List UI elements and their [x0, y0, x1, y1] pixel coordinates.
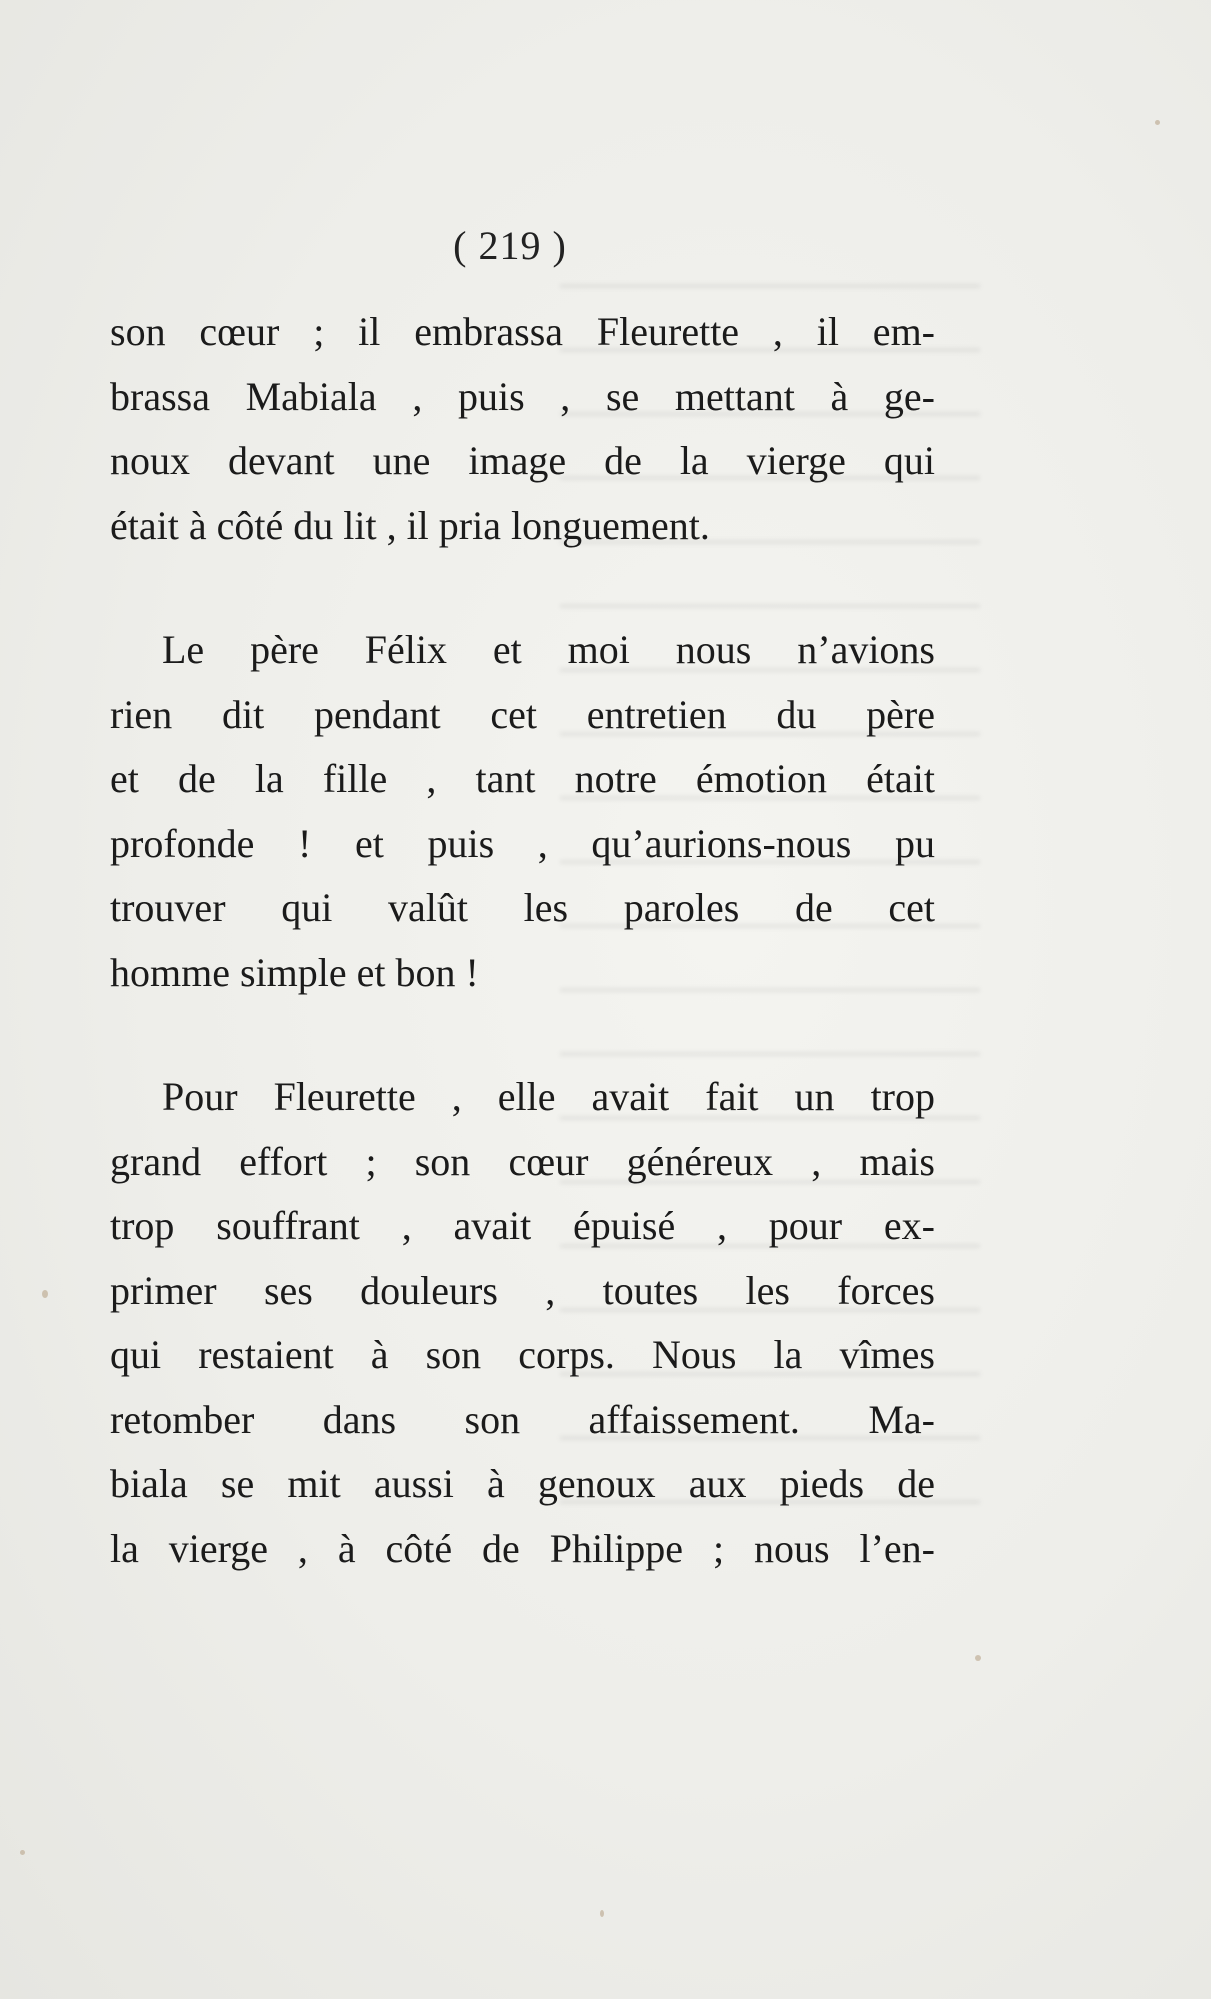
body-text [110, 300, 935, 1581]
text-line: primer ses douleurs , toutes les forces [110, 1267, 935, 1313]
text-line: son cœur ; il embrassa Fleurette , il em- [110, 309, 935, 354]
paragraph [110, 1065, 935, 1581]
text-line: homme simple et bon ! [110, 949, 479, 995]
text-line: profonde ! et puis , qu’aurions-nous pu [110, 820, 935, 866]
text-line: était à côté du lit , il pria longuement. [110, 502, 710, 548]
paragraph [110, 300, 935, 558]
text-line: retomber dans son affaissement. Ma- [110, 1396, 935, 1442]
paper-speck [1155, 120, 1160, 125]
paragraph-gap [110, 1005, 935, 1065]
text-line: Le père Félix et moi nous n’avions [162, 627, 935, 672]
text-line: biala se mit aussi à genoux aux pieds de [110, 1461, 935, 1506]
text-line: brassa Mabiala , puis , se mettant à ge- [110, 373, 935, 419]
text-line: trouver qui valût les paroles de cet [110, 885, 935, 930]
text-line: Pour Fleurette , elle avait fait un trop [162, 1074, 935, 1119]
paragraph-gap [110, 558, 935, 618]
text-line: noux devant une image de la vierge qui [110, 438, 935, 483]
text-line: la vierge , à côté de Philippe ; nous l’en- [110, 1525, 935, 1571]
text-line: et de la fille , tant notre émotion était [110, 756, 935, 801]
paper-speck [20, 1850, 25, 1855]
paper-speck [600, 1910, 604, 1917]
paper-speck [975, 1655, 981, 1661]
page-number: ( 219 ) [453, 223, 567, 268]
text-line: trop souffrant , avait épuisé , pour ex- [110, 1203, 935, 1248]
paragraph [110, 618, 935, 1005]
text-line: grand effort ; son cœur généreux , mais [110, 1138, 935, 1184]
paper-speck [42, 1290, 48, 1298]
text-line: rien dit pendant cet entretien du père [110, 691, 935, 737]
text-line: qui restaient à son corps. Nous la vîmes [110, 1332, 935, 1377]
